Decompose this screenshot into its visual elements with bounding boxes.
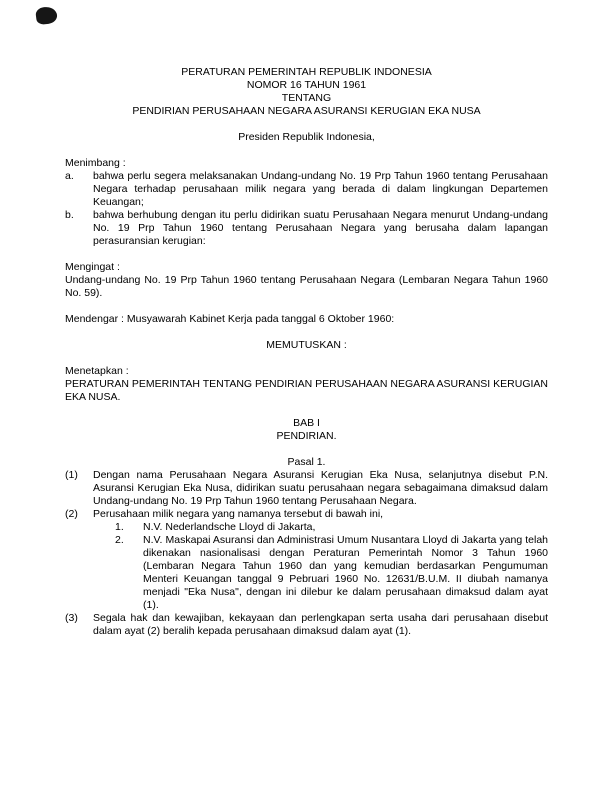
bab-title: PENDIRIAN. (276, 430, 337, 442)
item-text: Dengan nama Perusahaan Negara Asuransi Kerugian Eka Nusa, selanjutnya disebut P.N. Asuransi Kerugian Eka Nusa, didirikan suatu perusahaan negara sebagaimana dimaksud dalam Undang-undang No. 19 Prp Tahun 1960 tentang Perusahaan Negara. (93, 469, 548, 507)
menimbang-item-a (65, 170, 548, 209)
pasal-item-3 (65, 612, 548, 638)
title-line-number: NOMOR 16 TAHUN 1961 (246, 79, 367, 91)
title-line-regulation: PERATURAN PEMERINTAH REPUBLIK INDONESIA (181, 66, 432, 78)
mengingat-section (65, 261, 548, 300)
item-text: Perusahaan milik negara yang namanya tersebut di bawah ini, (93, 508, 384, 520)
pasal-item-2-sub-2 (115, 534, 548, 612)
memutuskan-heading: MEMUTUSKAN : (266, 339, 347, 351)
pasal-items (65, 469, 548, 638)
item-text: bahwa berhubung dengan itu perlu didirikan suatu Perusahaan Negara menurut Undang-undang No. 19 Prp Tahun 1960 tentang Perusahaan Negara yang berusaha dalam lapangan perasuransian kerugian: (93, 209, 548, 247)
pasal-item-2-sub-1 (115, 521, 548, 534)
mendengar-line: Mendengar : Musyawarah Kabinet Kerja pada tanggal 6 Oktober 1960: (65, 313, 395, 325)
title-line-subject: PENDIRIAN PERUSAHAAN NEGARA ASURANSI KERUGIAN EKA NUSA (132, 105, 481, 117)
mengingat-label: Mengingat : (65, 261, 120, 273)
menimbang-section (65, 157, 548, 248)
item-text: N.V. Nederlandsche Lloyd di Jakarta, (143, 521, 316, 533)
document-body (65, 66, 548, 638)
scan-artifact (35, 6, 58, 25)
item-marker: (3) (65, 612, 78, 624)
menimbang-label: Menimbang : (65, 157, 126, 169)
item-marker: (2) (65, 508, 78, 520)
item-text: bahwa perlu segera melaksanakan Undang-undang No. 19 Prp Tahun 1960 tentang Perusahaan Negara terhadap perusahaan milik negara yang berada di dalam lingkungan Departemen Keuangan; (93, 170, 548, 208)
item-marker: 1. (115, 521, 124, 533)
bab-heading (65, 417, 548, 443)
item-marker: (1) (65, 469, 78, 481)
menimbang-item-b (65, 209, 548, 248)
pasal-item-2 (65, 508, 548, 521)
document-title (65, 66, 548, 118)
title-line-tentang: TENTANG (281, 92, 332, 104)
item-marker: 2. (115, 534, 124, 546)
menetapkan-section (65, 365, 548, 404)
salutation: Presiden Republik Indonesia, (238, 131, 375, 143)
item-marker: b. (65, 209, 74, 221)
menetapkan-text: PERATURAN PEMERINTAH TENTANG PENDIRIAN PERUSAHAAN NEGARA ASURANSI KERUGIAN EKA NUSA. (65, 378, 548, 403)
item-text: Segala hak dan kewajiban, kekayaan dan perlengkapan serta usaha dari perusahaan disebut dalam ayat (2) beralih kepada perusahaan dimaksud dalam ayat (1). (93, 612, 548, 637)
bab-number: BAB I (293, 417, 320, 429)
mengingat-text: Undang-undang No. 19 Prp Tahun 1960 tentang Perusahaan Negara (Lembaran Negara Tahun 1960 No. 59). (65, 274, 548, 299)
pasal-item-1 (65, 469, 548, 508)
menetapkan-label: Menetapkan : (65, 365, 129, 377)
item-marker: a. (65, 170, 74, 182)
item-text: N.V. Maskapai Asuransi dan Administrasi Umum Nusantara Lloyd di Jakarta yang telah dikenakan nasionalisasi dengan Peraturan Pemerintah Nomor 3 Tahun 1960 (Lembaran Negara Tahun 1960 dan yang kemudian berdasarkan Pengumuman Menteri Keuangan tanggal 9 Pebruari 1960 No. 12631/B.U.M. II diubah namanya menjadi "Eka Nusa", dengan ini dilebur ke dalam perusahaan dimaksud dalam ayat (1). (143, 534, 548, 611)
pasal-heading: Pasal 1. (287, 456, 326, 468)
